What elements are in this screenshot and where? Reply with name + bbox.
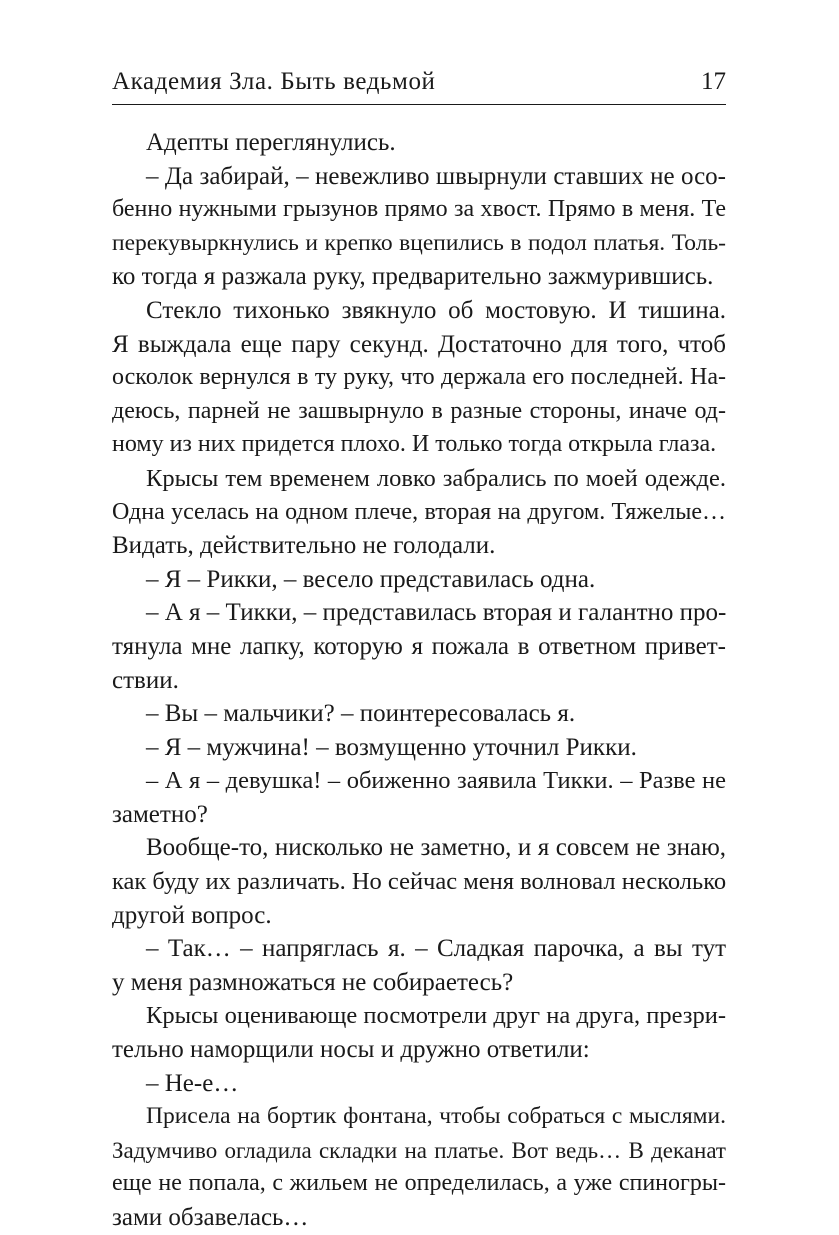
text-line: Адепты переглянулись. [146,129,396,156]
text-line: бенно нужными грызунов прямо за хвост. Прямо в меня. Те [112,196,726,223]
text-line: Задумчиво огладила складки на платье. Вот ведь… В деканат [112,1137,726,1163]
text-line: Я выждала еще пару секунд. Достаточно для того, чтоб [112,330,726,358]
text-line: тельно наморщили носы и дружно ответили: [112,1036,590,1064]
text-line: Крысы тем временем ловко забрались по моей одежде. [146,464,726,492]
text-line: ному из них придется плохо. И только тогда открыла глаза. [112,431,717,458]
text-line: – А я – Тикки, – представилась вторая и галантно про- [146,599,726,627]
text-line: – А я – девушка! – обиженно заявила Тикки. – Разве не [146,767,726,795]
text-line: Стекло тихонько звякнуло об мостовую. И тишина. [146,296,726,324]
text-line: еще не попала, с жильем не определилась, а уже спиногры- [112,1170,726,1197]
text-line: – Не-е… [146,1069,239,1097]
text-line: Присела на бортик фонтана, чтобы собраться с мыслями. [146,1103,726,1130]
body-text [112,126,726,1235]
text-line: как буду их различать. Но сейчас меня волновал несколько [112,868,726,896]
text-line: – Вы – мальчики? – поинтересовалась я. [146,700,576,728]
text-line: Одна уселась на одном плече, вторая на другом. Тяжелые… [112,498,726,525]
text-line: – Так… – напряглась я. – Сладкая парочка, а вы тут [146,935,726,963]
text-line: деюсь, парней не зашвырнуло в разные стороны, иначе од- [112,397,726,424]
text-line: ствии. [112,666,179,694]
text-line: перекувыркнулись и крепко вцепились в подол платья. Толь- [112,229,726,256]
text-line: Вообще-то, нисколько не заметно, и я совсем не знаю, [146,834,726,862]
text-line: – Да забирай, – невежливо швырнули ставших не осо- [146,162,726,190]
text-line: заметно? [112,800,208,828]
text-line: – Я – Рикки, – весело представилась одна. [146,565,596,593]
running-header [112,64,726,105]
text-line: Видать, действительно не голодали. [112,532,496,560]
text-line: ко тогда я разжала руку, предварительно зажмурившись. [112,263,714,291]
text-line: другой вопрос. [112,901,272,929]
text-line: у меня размножаться не собираетесь? [112,968,514,996]
text-line: тянула мне лапку, которую я пожала в ответном привет- [112,632,726,660]
page-number: 17 [701,68,726,95]
text-line: Крысы оценивающе посмотрели друг на друга, презри- [146,1002,726,1030]
text-line: зами обзавелась… [112,1204,309,1231]
text-line: – Я – мужчина! – возмущенно уточнил Рикки. [146,733,637,761]
text-line: осколок вернулся в ту руку, что держала его последней. На- [112,364,726,391]
running-title: Академия Зла. Быть ведьмой [112,68,436,95]
